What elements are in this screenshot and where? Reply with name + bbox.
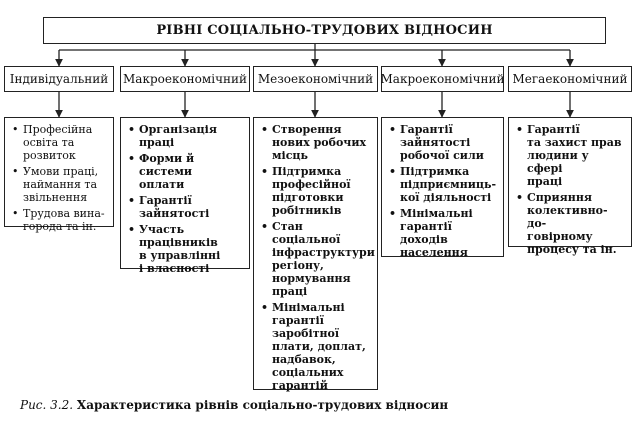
details-individual bbox=[4, 117, 114, 233]
level-macro-1: Макроекономічний bbox=[120, 66, 250, 92]
list-item: • Гарантії зайнятості робочої сили bbox=[387, 123, 498, 162]
level-macro-2: Макроекономічний bbox=[381, 66, 504, 92]
list-item: • Підтримка підприємниць- кої діяльності bbox=[387, 165, 498, 204]
diagram-title: РІВНІ СОЦІАЛЬНО-ТРУДОВИХ ВІДНОСИН bbox=[43, 17, 606, 44]
list-item: • Стан соціальної інфраструктури регіону, нормування праці bbox=[259, 220, 372, 298]
list-item: • Мінімальні гарантії доходів населення bbox=[387, 207, 498, 259]
list-item: • Трудова вина- города та ін. bbox=[10, 207, 108, 233]
level-meso: Мезоекономічний bbox=[253, 66, 378, 92]
figure-caption bbox=[20, 398, 448, 412]
details-mega bbox=[508, 117, 632, 256]
details-macro-2 bbox=[381, 117, 504, 257]
caption-label: Рис. 3.2. bbox=[20, 398, 74, 412]
caption-text: Характеристика рівнів соціально-трудових відносин bbox=[76, 398, 449, 412]
list-item: • Гарантії та захист прав людини у сфері праці bbox=[514, 123, 626, 188]
list-item: • Умови праці, наймання та звільнення bbox=[10, 165, 108, 204]
list-item: • Участь працівників в управлінні і власності bbox=[126, 223, 244, 275]
list-item: • Організація праці bbox=[126, 123, 244, 149]
level-individual: Індивідуальний bbox=[4, 66, 114, 92]
details-meso bbox=[253, 117, 378, 390]
list-item: • Підтримка професійної підготовки робітників bbox=[259, 165, 372, 217]
list-item: • Сприяння колективно-до- говірному процесу та ін. bbox=[514, 191, 626, 256]
list-item: • Гарантії зайнятості bbox=[126, 194, 244, 220]
list-item: • Форми й системи оплати bbox=[126, 152, 244, 191]
details-macro-1 bbox=[120, 117, 250, 275]
list-item: • Мінімальні гарантії заробітної плати, доплат, надбавок, соціальних гарантій bbox=[259, 301, 372, 392]
list-item: • Професійна освіта та розвиток bbox=[10, 123, 108, 162]
level-mega: Мегаекономічний bbox=[508, 66, 632, 92]
list-item: • Створення нових робочих місць bbox=[259, 123, 372, 162]
